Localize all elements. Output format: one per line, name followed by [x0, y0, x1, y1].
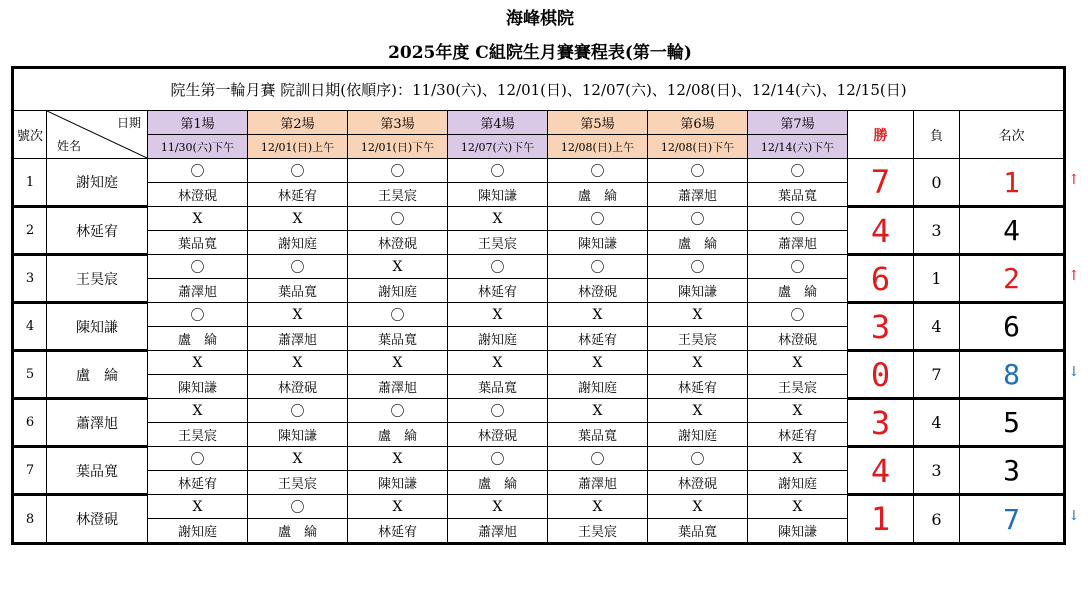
- player-name: 林澄硯: [47, 495, 148, 544]
- losses-count: 7: [914, 351, 960, 399]
- result-mark: 〇: [148, 447, 248, 471]
- result-mark: X: [548, 399, 648, 423]
- result-mark: X: [148, 351, 248, 375]
- wins-count: 1: [848, 495, 914, 544]
- player-row-4: [13, 303, 1065, 327]
- round-4-label: 第4場: [448, 111, 548, 135]
- result-mark: X: [748, 399, 848, 423]
- result-mark: X: [148, 399, 248, 423]
- result-mark: 〇: [248, 255, 348, 279]
- opponent-name: 盧 綸: [448, 471, 548, 495]
- trend-up-icon: ↑: [1068, 172, 1080, 188]
- player-name: 葉品寬: [47, 447, 148, 495]
- result-mark: X: [148, 207, 248, 231]
- player-row-3: [13, 255, 1065, 279]
- player-number: 2: [13, 207, 47, 255]
- schedule-table: [11, 66, 1066, 545]
- result-mark: 〇: [348, 303, 448, 327]
- player-row-6: [13, 399, 1065, 423]
- result-mark: 〇: [448, 399, 548, 423]
- opponent-name: 蕭澤旭: [748, 231, 848, 255]
- result-mark: X: [648, 495, 748, 519]
- opponent-name: 謝知庭: [448, 327, 548, 351]
- wins-count: 4: [848, 447, 914, 495]
- round-2-label: 第2場: [248, 111, 348, 135]
- result-mark: 〇: [448, 159, 548, 183]
- trend-down-icon: ↓: [1068, 508, 1080, 524]
- result-mark: X: [748, 447, 848, 471]
- opponent-name: 盧 綸: [748, 279, 848, 303]
- result-mark: X: [448, 495, 548, 519]
- number-header: 號次: [13, 111, 47, 159]
- result-mark: 〇: [348, 207, 448, 231]
- opponent-name: 陳知謙: [148, 375, 248, 399]
- round-3-label: 第3場: [348, 111, 448, 135]
- opponent-name: 蕭澤旭: [648, 183, 748, 207]
- losses-count: 4: [914, 303, 960, 351]
- player-number: 7: [13, 447, 47, 495]
- opponent-name: 盧 綸: [648, 231, 748, 255]
- opponent-name: 陳知謙: [548, 231, 648, 255]
- opponent-name: 王昊宸: [548, 519, 648, 544]
- losses-count: 0: [914, 159, 960, 207]
- losses-count: 3: [914, 447, 960, 495]
- round-7-date: 12/14(六)下午: [748, 135, 848, 159]
- result-mark: 〇: [648, 159, 748, 183]
- rank-header: 名次: [960, 111, 1065, 159]
- opponent-name: 林延宥: [748, 423, 848, 447]
- trend-up-icon: ↑: [1068, 268, 1080, 284]
- result-mark: 〇: [548, 447, 648, 471]
- wins-header: 勝: [848, 111, 914, 159]
- opponent-name: 林延宥: [348, 519, 448, 544]
- date-label: 日期: [116, 116, 141, 130]
- wins-count: 7: [848, 159, 914, 207]
- rank-value: 3: [960, 447, 1065, 495]
- opponent-name: 蕭澤旭: [248, 327, 348, 351]
- result-mark: X: [748, 351, 848, 375]
- result-mark: 〇: [448, 447, 548, 471]
- opponent-name: 謝知庭: [348, 279, 448, 303]
- player-number: 6: [13, 399, 47, 447]
- player-row-8: [13, 495, 1065, 519]
- result-mark: X: [448, 351, 548, 375]
- round-1-date: 11/30(六)下午: [148, 135, 248, 159]
- opponent-name: 林澄硯: [648, 471, 748, 495]
- result-mark: X: [548, 495, 648, 519]
- rank-value: 6: [960, 303, 1065, 351]
- result-mark: 〇: [548, 159, 648, 183]
- opponent-name: 林延宥: [448, 279, 548, 303]
- result-mark: 〇: [648, 447, 748, 471]
- opponent-name: 林澄硯: [348, 231, 448, 255]
- opponent-name: 謝知庭: [248, 231, 348, 255]
- player-name: 盧 綸: [47, 351, 148, 399]
- opponent-name: 林澄硯: [448, 423, 548, 447]
- round-5-label: 第5場: [548, 111, 648, 135]
- player-name: 林延宥: [47, 207, 148, 255]
- result-mark: X: [248, 351, 348, 375]
- opponent-name: 葉品寬: [248, 279, 348, 303]
- player-number: 4: [13, 303, 47, 351]
- page-title: 2025年度 C組院生月賽賽程表(第一輪): [388, 43, 692, 63]
- opponent-name: 陳知謙: [248, 423, 348, 447]
- result-mark: X: [648, 399, 748, 423]
- result-mark: 〇: [748, 159, 848, 183]
- opponent-name: 林澄硯: [148, 183, 248, 207]
- losses-count: 4: [914, 399, 960, 447]
- result-mark: 〇: [648, 255, 748, 279]
- player-row-7: [13, 447, 1065, 471]
- result-mark: 〇: [148, 159, 248, 183]
- result-mark: 〇: [548, 255, 648, 279]
- result-mark: X: [448, 303, 548, 327]
- result-mark: X: [348, 351, 448, 375]
- round-1-label: 第1場: [148, 111, 248, 135]
- rank-value: 8: [960, 351, 1065, 399]
- result-mark: X: [148, 495, 248, 519]
- opponent-name: 林澄硯: [548, 279, 648, 303]
- opponent-name: 林延宥: [548, 327, 648, 351]
- round-6-label: 第6場: [648, 111, 748, 135]
- opponent-name: 謝知庭: [748, 471, 848, 495]
- opponent-name: 蕭澤旭: [448, 519, 548, 544]
- opponent-name: 陳知謙: [348, 471, 448, 495]
- result-mark: X: [648, 303, 748, 327]
- player-name: 陳知謙: [47, 303, 148, 351]
- result-mark: 〇: [148, 255, 248, 279]
- player-name: 謝知庭: [47, 159, 148, 207]
- result-mark: 〇: [548, 207, 648, 231]
- opponent-name: 林澄硯: [248, 375, 348, 399]
- result-mark: 〇: [748, 207, 848, 231]
- opponent-name: 蕭澤旭: [148, 279, 248, 303]
- result-mark: 〇: [248, 495, 348, 519]
- wins-count: 6: [848, 255, 914, 303]
- result-mark: X: [248, 447, 348, 471]
- opponent-name: 王昊宸: [148, 423, 248, 447]
- opponent-name: 王昊宸: [248, 471, 348, 495]
- rank-value: 7: [960, 495, 1065, 544]
- opponent-name: 陳知謙: [448, 183, 548, 207]
- result-mark: X: [348, 447, 448, 471]
- round-6-date: 12/08(日)下午: [648, 135, 748, 159]
- organization-name: 海峰棋院: [506, 9, 574, 29]
- opponent-name: 林延宥: [648, 375, 748, 399]
- result-mark: 〇: [148, 303, 248, 327]
- wins-count: 0: [848, 351, 914, 399]
- player-row-5: [13, 351, 1065, 375]
- result-mark: 〇: [748, 303, 848, 327]
- opponent-name: 王昊宸: [748, 375, 848, 399]
- player-number: 1: [13, 159, 47, 207]
- opponent-name: 蕭澤旭: [548, 471, 648, 495]
- rank-value: 5: [960, 399, 1065, 447]
- result-mark: 〇: [448, 255, 548, 279]
- result-mark: X: [648, 351, 748, 375]
- training-schedule: 院生第一輪月賽 院訓日期(依順序)：11/30(六)、12/01(日)、12/07(六)、12/08(日)、12/14(六)、12/15(日): [13, 68, 1065, 111]
- wins-count: 3: [848, 399, 914, 447]
- rank-value: 1: [960, 159, 1065, 207]
- opponent-name: 王昊宸: [348, 183, 448, 207]
- opponent-name: 葉品寬: [548, 423, 648, 447]
- result-mark: X: [448, 207, 548, 231]
- result-mark: X: [248, 303, 348, 327]
- player-row-1: [13, 159, 1065, 183]
- opponent-name: 謝知庭: [648, 423, 748, 447]
- opponent-name: 盧 綸: [348, 423, 448, 447]
- player-row-2: [13, 207, 1065, 231]
- result-mark: 〇: [348, 159, 448, 183]
- result-mark: X: [548, 303, 648, 327]
- round-3-date: 12/01(日)下午: [348, 135, 448, 159]
- player-number: 8: [13, 495, 47, 544]
- result-mark: X: [548, 351, 648, 375]
- rank-value: 2: [960, 255, 1065, 303]
- opponent-name: 謝知庭: [148, 519, 248, 544]
- round-7-label: 第7場: [748, 111, 848, 135]
- result-mark: 〇: [648, 207, 748, 231]
- opponent-name: 葉品寬: [648, 519, 748, 544]
- wins-count: 4: [848, 207, 914, 255]
- date-name-header: [47, 111, 148, 159]
- player-number: 3: [13, 255, 47, 303]
- result-mark: X: [748, 495, 848, 519]
- result-mark: X: [348, 495, 448, 519]
- result-mark: X: [248, 207, 348, 231]
- opponent-name: 陳知謙: [648, 279, 748, 303]
- player-name: 蕭澤旭: [47, 399, 148, 447]
- name-label: 姓名: [57, 139, 82, 153]
- opponent-name: 盧 綸: [548, 183, 648, 207]
- losses-count: 3: [914, 207, 960, 255]
- result-mark: 〇: [348, 399, 448, 423]
- opponent-name: 林延宥: [248, 183, 348, 207]
- losses-count: 6: [914, 495, 960, 544]
- opponent-name: 王昊宸: [448, 231, 548, 255]
- losses-count: 1: [914, 255, 960, 303]
- round-4-date: 12/07(六)下午: [448, 135, 548, 159]
- round-5-date: 12/08(日)上午: [548, 135, 648, 159]
- opponent-name: 葉品寬: [748, 183, 848, 207]
- player-number: 5: [13, 351, 47, 399]
- losses-header: 負: [914, 111, 960, 159]
- round-2-date: 12/01(日)上午: [248, 135, 348, 159]
- result-mark: 〇: [248, 399, 348, 423]
- opponent-name: 葉品寬: [148, 231, 248, 255]
- opponent-name: 盧 綸: [148, 327, 248, 351]
- rank-value: 4: [960, 207, 1065, 255]
- opponent-name: 林延宥: [148, 471, 248, 495]
- result-mark: X: [348, 255, 448, 279]
- opponent-name: 蕭澤旭: [348, 375, 448, 399]
- opponent-name: 盧 綸: [248, 519, 348, 544]
- result-mark: 〇: [748, 255, 848, 279]
- opponent-name: 林澄硯: [748, 327, 848, 351]
- wins-count: 3: [848, 303, 914, 351]
- result-mark: 〇: [248, 159, 348, 183]
- player-name: 王昊宸: [47, 255, 148, 303]
- opponent-name: 謝知庭: [548, 375, 648, 399]
- opponent-name: 陳知謙: [748, 519, 848, 544]
- opponent-name: 王昊宸: [648, 327, 748, 351]
- trend-down-icon: ↓: [1068, 364, 1080, 380]
- opponent-name: 葉品寬: [448, 375, 548, 399]
- opponent-name: 葉品寬: [348, 327, 448, 351]
